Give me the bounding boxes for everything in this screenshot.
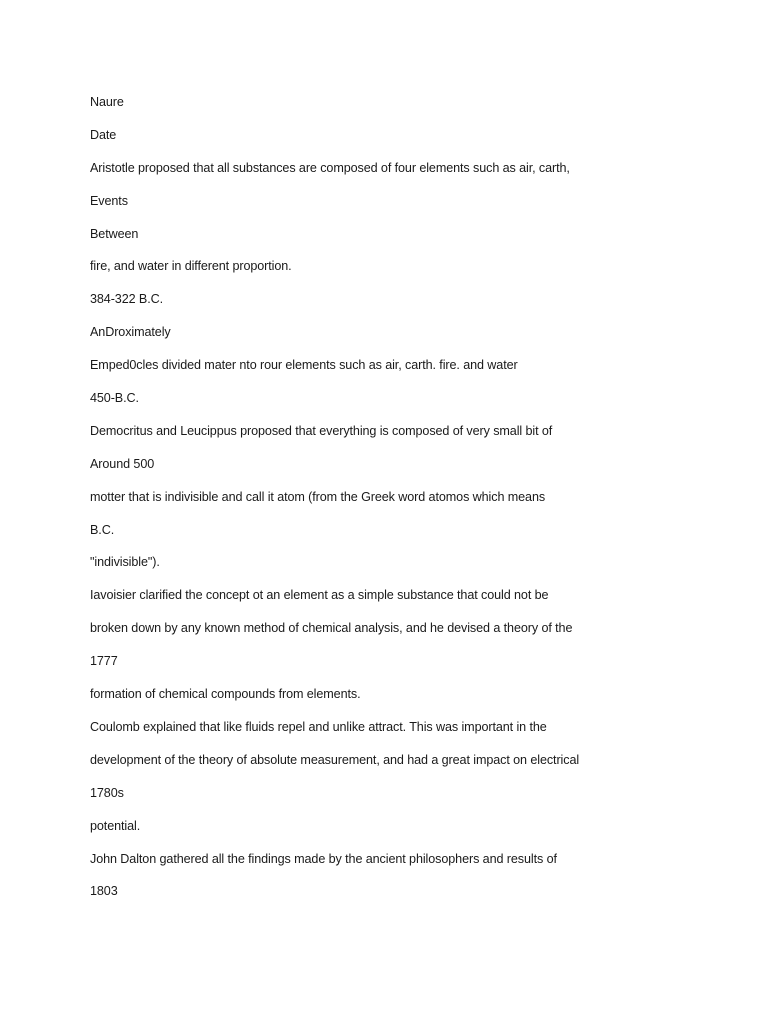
date-entry: 450-B.C. bbox=[90, 391, 139, 405]
text-line: formation of chemical compounds from elements. bbox=[90, 687, 361, 701]
text-line: John Dalton gathered all the findings made by the ancient philosophers and results of bbox=[90, 852, 557, 866]
text-line: "indivisible"). bbox=[90, 555, 160, 569]
events-heading: Events bbox=[90, 194, 128, 208]
date-entry: 384-322 B.C. bbox=[90, 292, 164, 306]
date-entry: 1780s bbox=[90, 786, 124, 800]
text-line: Emped0cles divided mater nto rour elements such as air, carth. fire. and water bbox=[90, 358, 518, 372]
date-entry: Around 500 bbox=[90, 457, 155, 471]
text-line: development of the theory of absolute measurement, and had a great impact on electrical bbox=[90, 753, 580, 767]
text-line: AnDroximately bbox=[90, 325, 171, 339]
text-line: Aristotle proposed that all substances are composed of four elements such as air, carth, bbox=[90, 161, 570, 175]
text-line: Coulomb explained that like fluids repel and unlike attract. This was important in the bbox=[90, 720, 547, 734]
date-entry: 1803 bbox=[90, 884, 118, 898]
date-field-label: Date bbox=[90, 128, 117, 142]
text-line: Between bbox=[90, 227, 139, 241]
text-line: Iavoisier clarified the concept ot an element as a simple substance that could not be bbox=[90, 588, 549, 602]
text-line: fire, and water in different proportion. bbox=[90, 259, 292, 273]
text-line: broken down by any known method of chemical analysis, and he devised a theory of the bbox=[90, 621, 573, 635]
date-entry: 1777 bbox=[90, 654, 118, 668]
date-entry: B.C. bbox=[90, 523, 115, 537]
text-line: motter that is indivisible and call it atom (from the Greek word atomos which means bbox=[90, 490, 546, 504]
name-field-label: Naure bbox=[90, 95, 124, 109]
text-line: Democritus and Leucippus proposed that everything is composed of very small bit of bbox=[90, 424, 553, 438]
text-line: potential. bbox=[90, 819, 141, 833]
